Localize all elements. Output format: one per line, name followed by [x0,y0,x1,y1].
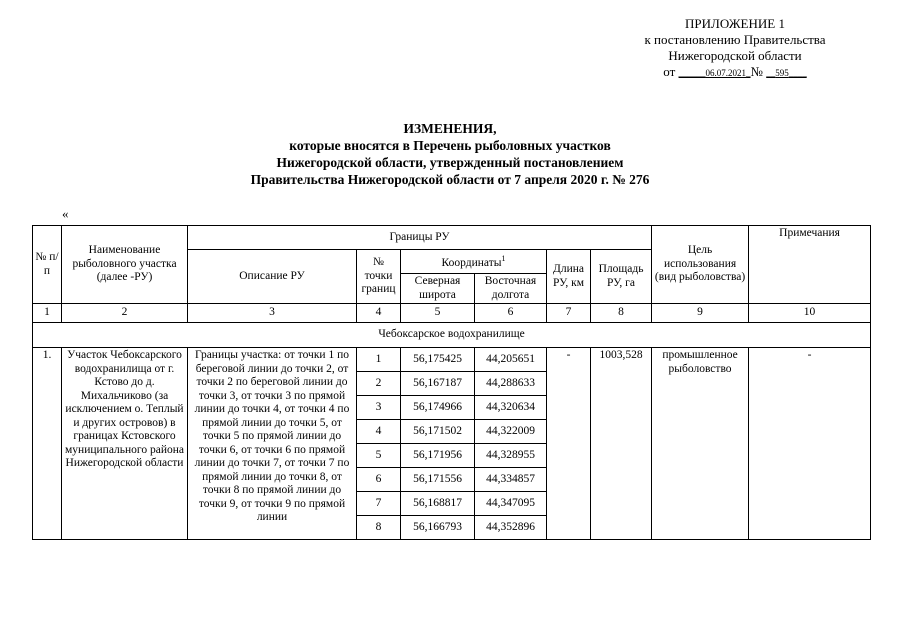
header-borders: Границы РУ [188,226,652,250]
row-purpose: промышленное рыболовство [652,348,749,540]
point-number: 7 [357,492,401,516]
point-east: 44,320634 [475,396,547,420]
point-north: 56,166793 [401,516,475,540]
title-line1: ИЗМЕНЕНИЯ, [403,121,497,136]
col-number: 8 [591,304,652,323]
col-number: 10 [749,304,871,323]
appendix-line1: ПРИЛОЖЕНИЕ 1 [685,16,785,31]
header-area: Площадь РУ, га [591,250,652,304]
point-east: 44,328955 [475,444,547,468]
point-north: 56,171956 [401,444,475,468]
header-points: № точки границ [357,250,401,304]
appendix-block [600,16,870,81]
fishing-areas-table [32,225,871,540]
point-number: 3 [357,396,401,420]
row-num: 1. [33,348,62,540]
point-number: 6 [357,468,401,492]
point-number: 1 [357,348,401,372]
point-north: 56,171556 [401,468,475,492]
title-line3: Нижегородской области, утвержденный постановлением [276,155,624,170]
appendix-line3: Нижегородской области [668,48,802,63]
header-notes: Примечания [749,226,871,304]
point-east: 44,205651 [475,348,547,372]
col-number: 3 [188,304,357,323]
row-name: Участок Чебоксарского водохранилища от г. Кстово до д. Михальчиково (за исключением о. Теплый и других островов) в границах Кстовского муниципального района Нижегородской области [62,348,188,540]
row-notes: - [749,348,871,540]
header-length: Длина РУ, км [547,250,591,304]
point-north: 56,167187 [401,372,475,396]
point-east: 44,347095 [475,492,547,516]
point-north: 56,175425 [401,348,475,372]
decree-date: ______06.07.2021_ [678,68,751,78]
point-east: 44,322009 [475,420,547,444]
col-number: 6 [475,304,547,323]
opening-quote: « [62,206,69,221]
col-number: 1 [33,304,62,323]
header-coordinates: Координаты$^1$ [401,250,547,274]
header-description: Описание РУ [188,250,357,304]
point-number: 8 [357,516,401,540]
header-num: № п/п [33,226,62,304]
header-purpose: Цель использования (вид рыболовства) [652,226,749,304]
col-number: 5 [401,304,475,323]
point-number: 4 [357,420,401,444]
title-line2: которые вносятся в Перечень рыболовных участков [289,138,611,153]
header-name: Наименование рыболовного участка (далее -РУ) [62,226,188,304]
point-number: 2 [357,372,401,396]
from-label: от [663,64,676,79]
point-north: 56,168817 [401,492,475,516]
row-length: - [547,348,591,540]
point-east: 44,334857 [475,468,547,492]
header-east: Восточная долгота [475,274,547,304]
col-number: 2 [62,304,188,323]
row-description: Границы участка: от точки 1 по береговой линии до точки 2, от точки 2 по береговой линии до точки 3, от точки 3 по прямой линии до точки 4, от точки 4 по прямой линии до точки 5, от точки 5 по прямой линии до точки 6, от точки 6 по прямой линии до точки 7, от точки 7 по прямой линии до точки 8, от точки 8 по прямой линии до точки 9, от точки 9 по прямой линии [188,348,357,540]
appendix-line2: к постановлению Правительства [644,32,826,47]
point-east: 44,352896 [475,516,547,540]
col-number: 7 [547,304,591,323]
header-north: Северная широта [401,274,475,304]
col-number: 9 [652,304,749,323]
point-number: 5 [357,444,401,468]
point-north: 56,174966 [401,396,475,420]
number-label: № [750,64,763,79]
decree-number: __595____ [766,68,807,78]
title-line4: Правительства Нижегородской области от 7 апреля 2020 г. № 276 [250,172,650,187]
col-number: 4 [357,304,401,323]
row-area: 1003,528 [591,348,652,540]
appendix-date-line [600,64,870,81]
point-north: 56,171502 [401,420,475,444]
point-east: 44,288633 [475,372,547,396]
section-heading: Чебоксарское водохранилище [33,323,871,348]
document-title [150,120,750,188]
